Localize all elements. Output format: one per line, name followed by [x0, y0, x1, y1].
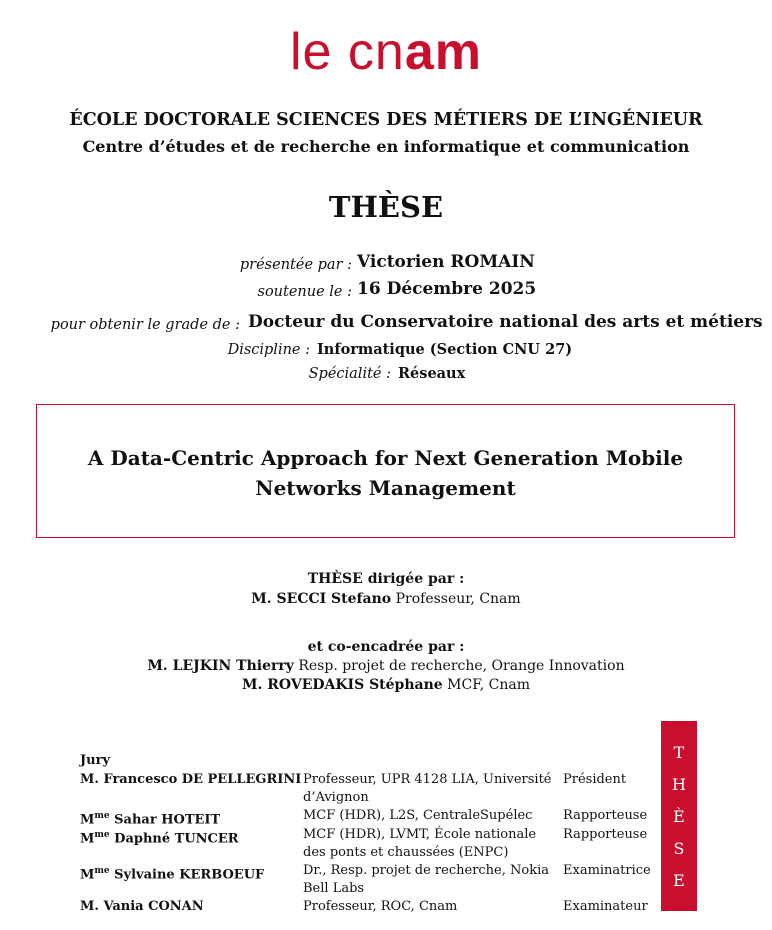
- jury-member-name: [80, 771, 302, 789]
- coadvised-by-label: [0, 638, 772, 656]
- defense-date: 16 Décembre 2025: [357, 279, 537, 299]
- research-lab: Centre d’études et de recherche en informatique et communication: [82, 137, 690, 156]
- directed-by-label: [0, 570, 772, 588]
- director-role: Professeur, Cnam: [395, 591, 521, 607]
- defended-on-label: soutenue le :: [257, 284, 352, 300]
- jury-member-role: Examinateur: [563, 899, 648, 914]
- jury-member-name: [80, 862, 302, 884]
- thesis-title: [37, 443, 734, 503]
- specialty-label: Spécialité :: [308, 366, 391, 382]
- jury-heading-text: Jury: [80, 753, 111, 768]
- jury-member-surname: Sylvaine KERBOEUF: [114, 867, 265, 883]
- jury-member-prefix: M: [80, 867, 95, 883]
- jury-member-qualification: MCF (HDR), LVMT, École nationale des ponts et chaussées (ENPC): [303, 827, 537, 860]
- logo-cn: cn: [347, 23, 405, 81]
- coadvisor-2-name: M. ROVEDAKIS Stéphane: [242, 677, 443, 693]
- jury-member-role: Rapporteuse: [563, 827, 648, 842]
- jury-member-prefix: M: [80, 812, 95, 828]
- jury-member-role: Président: [563, 772, 627, 787]
- coadvisor-line-2: [0, 676, 772, 694]
- ribbon-letter: È: [673, 807, 685, 826]
- coadvisor-1-role: Resp. projet de recherche, Orange Innovation: [298, 658, 625, 674]
- jury-member-prefix-sup: me: [94, 830, 110, 840]
- jury-member-qualification: Professeur, UPR 4128 LIA, Université d’Avignon: [303, 772, 552, 805]
- degree-label: pour obtenir le grade de :: [50, 317, 240, 333]
- ribbon-letter: S: [673, 839, 685, 858]
- jury-heading: [80, 752, 110, 770]
- jury-member-surname: Vania CONAN: [103, 899, 204, 914]
- jury-member-prefix-sup: me: [94, 866, 110, 876]
- jury-member-prefix: M.: [80, 899, 99, 914]
- director-name: M. SECCI Stefano: [251, 591, 392, 607]
- jury-member-surname: Daphné TUNCER: [114, 831, 239, 847]
- jury-member-name: [80, 826, 302, 848]
- ribbon-letter: E: [673, 871, 685, 890]
- cnam-logo: [0, 23, 772, 81]
- jury-member-prefix: M.: [80, 772, 99, 787]
- thesis-title-line-2: Networks Management: [255, 476, 516, 500]
- jury-member-surname: Francesco DE PELLEGRINI: [103, 772, 302, 787]
- discipline-label: Discipline :: [227, 342, 310, 358]
- jury-member-qualification: Dr., Resp. projet de recherche, Nokia Bell Labs: [303, 863, 550, 896]
- document-type-title: THÈSE: [328, 190, 444, 224]
- jury-member-role: Examinatrice: [563, 863, 651, 878]
- jury-member-prefix: M: [80, 831, 95, 847]
- jury-member-qualification: MCF (HDR), L2S, CentraleSupélec: [303, 808, 533, 823]
- jury-member-prefix-sup: me: [94, 811, 110, 821]
- logo-am: am: [404, 23, 482, 81]
- jury-member-name: [80, 898, 302, 916]
- jury-member-surname: Sahar HOTEIT: [114, 812, 221, 828]
- thesis-title-box: [36, 404, 735, 538]
- author-name: Victorien ROMAIN: [357, 252, 535, 272]
- degree-value: Docteur du Conservatoire national des arts et métiers: [248, 312, 763, 332]
- ribbon-letter: H: [672, 775, 686, 794]
- coadvisor-line-1: [0, 657, 772, 675]
- jury-member-role: Rapporteuse: [563, 808, 648, 823]
- thesis-title-line-1: A Data-Centric Approach for Next Generation Mobile: [87, 446, 684, 470]
- directed-by-text: THÈSE dirigée par :: [307, 571, 465, 587]
- presented-by-label: présentée par :: [239, 257, 352, 273]
- director-line: [0, 590, 772, 608]
- coadvisor-2-role: MCF, Cnam: [447, 677, 530, 693]
- jury-member-qualification: Professeur, ROC, Cnam: [303, 899, 458, 914]
- doctoral-school: ÉCOLE DOCTORALE SCIENCES DES MÉTIERS DE L’INGÉNIEUR: [69, 110, 703, 130]
- logo-le: le: [289, 23, 333, 81]
- ribbon-letter: T: [673, 743, 685, 762]
- these-ribbon: [661, 721, 697, 911]
- specialty-value: Réseaux: [398, 365, 466, 382]
- coadvisor-1-name: M. LEJKIN Thierry: [147, 658, 294, 674]
- discipline-value: Informatique (Section CNU 27): [317, 341, 573, 358]
- coadvised-by-text: et co-encadrée par :: [307, 639, 465, 655]
